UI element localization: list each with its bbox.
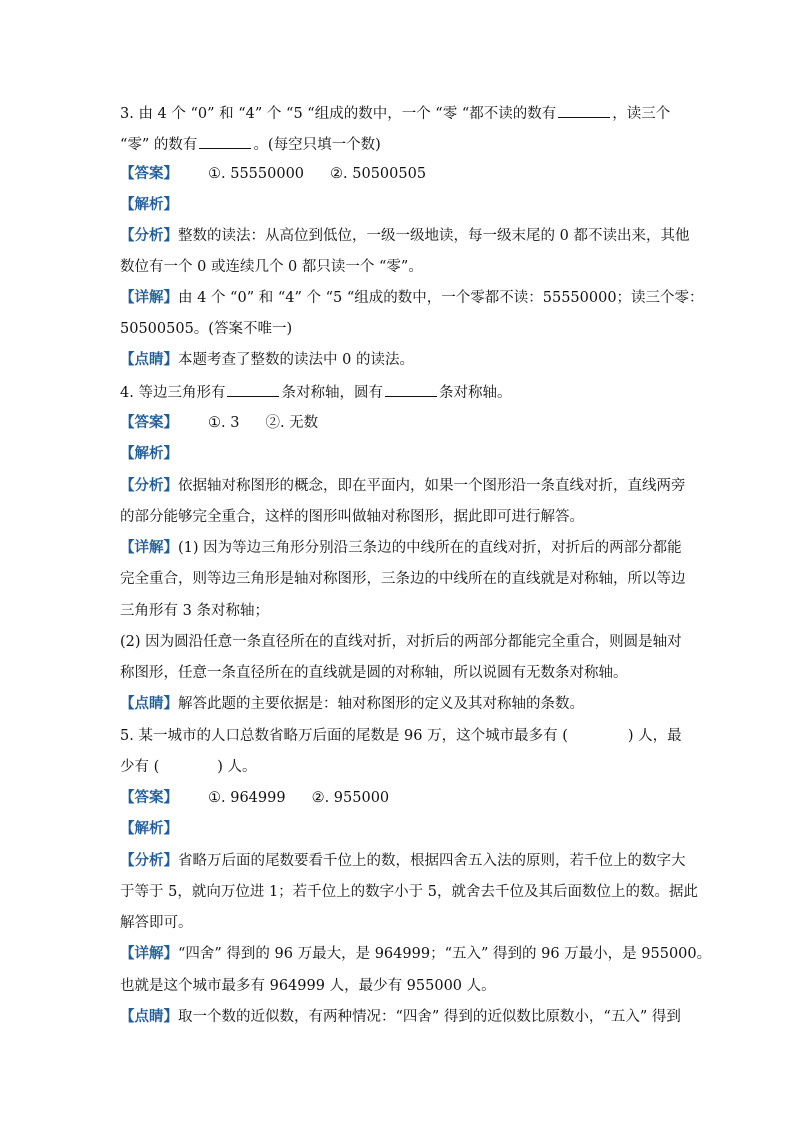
paragraph-text: 本题考查了整数的读法中 0 的读法。 <box>178 352 414 368</box>
q3-text: “零” 的数有 <box>120 137 198 153</box>
paragraph-text: 也就是这个城市最多有 964999 人，最少有 955000 人。 <box>120 978 496 994</box>
q4-jiexi <box>120 444 680 464</box>
q3-text: 3. 由 4 个 “0” 和 “4” 个 “5 “组成的数中，一个 “零 “都不读的数有 <box>120 106 557 122</box>
paragraph-text: 于等于 5，就向万位进 1；若千位上的数字小于 5，就舍去千位及其后面数位上的数。据此 <box>120 884 698 900</box>
q5-xiangjie-line2 <box>120 976 680 996</box>
paragraph-text: 50500505。(答案不唯一) <box>120 321 293 337</box>
q4-text: 4. 等边三角形有 <box>120 385 226 401</box>
answer-value: ②. 955000 <box>311 790 390 806</box>
q3-question-line1 <box>120 103 680 124</box>
paragraph-text: “四舍” 得到的 96 万最大，是 964999；“五入” 得到的 96 万最小，是 955000。 <box>178 946 712 962</box>
q5-fenxi-line2 <box>120 882 698 902</box>
q5-text: 5. 某一城市的人口总数省略万后面的尾数是 96 万，这个城市最多有 ( <box>120 728 568 744</box>
q5-text: ) 人。 <box>217 759 257 775</box>
analysis-tag: 【解析】 <box>120 445 178 462</box>
q3-question-line2 <box>120 134 680 155</box>
q5-jiexi <box>120 819 680 839</box>
answer-value: ②. 50500505 <box>330 166 427 182</box>
q5-text: 少有 ( <box>120 759 160 775</box>
paragraph-text: 三角形有 3 条对称轴； <box>120 603 269 619</box>
q3-xiangjie-line1 <box>120 288 704 308</box>
q4-xiangjie-line1 <box>120 538 680 558</box>
paragraph-text: 依据轴对称图形的概念，即在平面内，如果一个图形沿一条直线对折，直线两旁 <box>178 478 686 494</box>
paragraph-text: 数位有一个 0 或连续几个 0 都只读一个 “零”。 <box>120 259 423 275</box>
q3-text: 。(每空只填一个数) <box>253 137 381 153</box>
q3-xiangjie-line2 <box>120 319 680 339</box>
fenxi-tag: 【分析】 <box>120 477 178 494</box>
q3-jiexi <box>120 195 680 215</box>
q5-fenxi-line3 <box>120 913 680 933</box>
paragraph-text: 解答此题的主要依据是：轴对称图形的定义及其对称轴的条数。 <box>178 696 584 712</box>
fenxi-tag: 【分析】 <box>120 852 178 869</box>
paragraph-text: 称图形，任意一条直径所在的直线就是圆的对称轴，所以说圆有无数条对称轴。 <box>120 665 628 681</box>
answer-value: ①. 55550000 <box>208 166 305 182</box>
answer-blank <box>558 103 610 118</box>
answer-value: ②. 无数 <box>265 415 319 431</box>
paragraph-text: 取一个数的近似数，有两种情况：“四舍” 得到的近似数比原数小，“五入” 得到 <box>178 1009 681 1025</box>
paragraph-text: 整数的读法：从高位到低位，一级一级地读，每一级末尾的 0 都不读出来，其他 <box>178 228 690 244</box>
q5-text: ) 人，最 <box>627 728 682 744</box>
paragraph-text: 解答即可。 <box>120 915 193 931</box>
q4-text: 条对称轴，圆有 <box>281 385 383 401</box>
q3-text: ，读三个 <box>612 106 671 122</box>
answer-tag: 【答案】 <box>120 414 178 431</box>
paragraph-text: (2) 因为圆沿任意一条直径所在的直线对折，对折后的两部分都能完全重合，则圆是轴对 <box>120 634 682 650</box>
paragraph-text: 的部分能够完全重合，这样的图形叫做轴对称图形，据此即可进行解答。 <box>120 509 584 525</box>
answer-tag: 【答案】 <box>120 165 178 182</box>
dianjing-tag: 【点睛】 <box>120 695 178 712</box>
q4-answer <box>120 413 680 433</box>
xiangjie-tag: 【详解】 <box>120 945 178 962</box>
analysis-tag: 【解析】 <box>120 820 178 837</box>
q3-dianjing <box>120 350 680 370</box>
q5-answer <box>120 788 680 808</box>
q5-fenxi-line1 <box>120 851 686 871</box>
fenxi-tag: 【分析】 <box>120 227 178 244</box>
paragraph-text: 由 4 个 “0” 和 “4” 个 “5 “组成的数中，一个零都不读：55550000；读三个零： <box>178 290 704 306</box>
q4-question <box>120 382 680 403</box>
q4-xiangjie-line2 <box>120 569 686 589</box>
q3-fenxi-line2 <box>120 257 680 277</box>
q4-fenxi-line1 <box>120 476 686 496</box>
q5-question-line2 <box>120 757 680 777</box>
paragraph-text: (1) 因为等边三角形分别沿三条边的中线所在的直线对折，对折后的两部分都能 <box>178 540 682 556</box>
q5-question-line1 <box>120 726 680 746</box>
paragraph-text: 省略万后面的尾数要看千位上的数，根据四舍五入法的原则，若千位上的数字大 <box>178 853 686 869</box>
q5-dianjing <box>120 1007 680 1027</box>
answer-value: ①. 3 <box>208 415 240 431</box>
q5-xiangjie-line1 <box>120 944 712 964</box>
dianjing-tag: 【点睛】 <box>120 351 178 368</box>
q4-xiangjie-line3 <box>120 601 680 621</box>
q3-fenxi-line1 <box>120 226 690 246</box>
q4-text: 条对称轴。 <box>438 385 512 401</box>
q4-fenxi-line2 <box>120 507 680 527</box>
q3-answer <box>120 164 680 184</box>
answer-blank <box>385 382 437 397</box>
paragraph-text: 完全重合，则等边三角形是轴对称图形，三条边的中线所在的直线就是对称轴，所以等边 <box>120 571 686 587</box>
xiangjie-tag: 【详解】 <box>120 539 178 556</box>
analysis-tag: 【解析】 <box>120 196 178 213</box>
answer-blank <box>227 382 279 397</box>
q4-dianjing <box>120 694 680 714</box>
q4-xiangjie-line5 <box>120 663 680 683</box>
answer-blank <box>199 134 251 149</box>
answer-tag: 【答案】 <box>120 789 178 806</box>
answer-value: ①. 964999 <box>208 790 286 806</box>
dianjing-tag: 【点睛】 <box>120 1008 178 1025</box>
q4-xiangjie-line4 <box>120 632 680 652</box>
xiangjie-tag: 【详解】 <box>120 289 178 306</box>
